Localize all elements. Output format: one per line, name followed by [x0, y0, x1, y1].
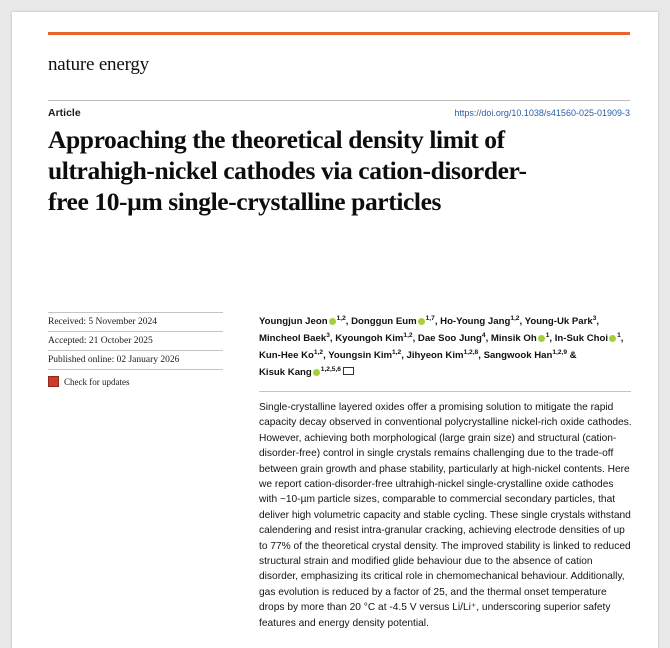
author-affiliation-sup: 3: [592, 315, 597, 322]
author-line-4: [259, 367, 354, 378]
author-name: , Ho-Young Jang: [434, 316, 511, 328]
author-name: , Minsik Oh: [485, 332, 537, 344]
author-separator: ,: [596, 316, 600, 328]
article-type-label: Article: [48, 107, 81, 119]
author-name: , Young-Uk Park: [519, 316, 593, 328]
author-name: Mincheol Baek: [259, 332, 327, 344]
author-affiliation-sup: 1,2: [403, 331, 413, 339]
check-for-updates-label: Check for updates: [64, 376, 130, 387]
author-list: [259, 312, 631, 379]
author-affiliation-sup: 1,2: [313, 348, 324, 356]
header-divider: [48, 100, 630, 101]
abstract-divider: [259, 391, 631, 392]
abstract-text: Single-crystalline layered oxides offer a promising solution to mitigate the rapid capacity decay observed in conventional polycrystalline nickel-rich oxide cathodes. However, achieving both morphological (large grain size) and structural (cation-disorder-free) control in single crystals remains challenging due to the trade-off between grain growth and phase stability, particularly at high-nickel contents. Here we report cation-disorder-free ultrahigh-nickel single-crystalline oxide cathodes with ~10-µm particle sizes, comparable to commercial secondary particles, that deliver high volumetric capacity and stable cycling. These single crystals withstand calendering and resist intra-granular cracking, achieving electrode densities of up to 77% of the theoretical crystal density. The improved stability is linked to reduced structural strain and modified glide behaviour due to the absence of cation disorder, emphasizing its critical role in chemomechanical behaviour. Additionally, gas evolution is reduced by a factor of 25, and the thermal onset temperature drops by more than 20 °C at -4.5 V versus Li/Li⁺, underscoring superior safety features and energy density potential.: [259, 402, 632, 629]
author-line-3: [259, 350, 577, 361]
published-date: Published online: 02 January 2026: [48, 355, 180, 365]
author-name: , Youngsin Kim: [323, 349, 393, 361]
author-affiliation-sup: 1: [617, 331, 621, 339]
author-name: Kun-Hee Ko: [259, 349, 314, 361]
orcid-icon[interactable]: [418, 318, 425, 325]
author-affiliation-sup: 1,7: [425, 315, 435, 322]
author-separator: &: [567, 349, 577, 361]
author-affiliation-sup: 3: [326, 331, 330, 339]
author-name: , Kyoungoh Kim: [329, 332, 404, 344]
accent-rule: [48, 32, 630, 35]
author-name: , Jihyeon Kim: [401, 349, 464, 361]
orcid-icon[interactable]: [329, 318, 336, 325]
author-line-2: [259, 333, 623, 344]
publication-dates: [48, 312, 223, 387]
author-name: , Dae Soo Jung: [412, 332, 482, 344]
author-affiliation-sup: 1,2: [392, 348, 402, 356]
author-affiliation-sup: 1,2,5,6: [320, 365, 341, 373]
author-name: Youngjun Jeon: [259, 316, 328, 328]
author-name: , In-Suk Choi: [549, 332, 609, 344]
author-affiliation-sup: 1,2,8: [463, 348, 479, 356]
orcid-icon[interactable]: [538, 335, 545, 342]
received-date: Received: 5 November 2024: [48, 317, 157, 327]
accepted-date: Accepted: 21 October 2025: [48, 336, 153, 346]
paper-page: [12, 12, 658, 648]
journal-name: nature energy: [48, 54, 149, 75]
orcid-icon[interactable]: [313, 369, 320, 376]
check-for-updates-button[interactable]: [48, 370, 223, 387]
author-affiliation-sup: 1,2: [336, 315, 346, 322]
author-affiliation-sup: 1,2: [510, 315, 520, 322]
doi-link[interactable]: https://doi.org/10.1038/s41560-025-01909-3: [454, 108, 630, 118]
author-name: , Sangwook Han: [478, 349, 553, 361]
page-title: Approaching the theoretical density limit of ultrahigh-nickel cathodes via cation-disorder-free 10-µm single-crystalline particles: [48, 125, 527, 216]
author-name: Kisuk Kang: [259, 366, 312, 378]
author-separator: ,: [620, 332, 624, 344]
author-affiliation-sup: 4: [481, 331, 486, 339]
email-icon[interactable]: [343, 367, 354, 375]
author-affiliation-sup: 1: [545, 331, 550, 339]
check-updates-icon: [48, 376, 59, 387]
author-name: , Donggun Eum: [345, 316, 417, 328]
author-affiliation-sup: 1,2,9: [552, 348, 568, 356]
author-line-1: [259, 316, 599, 327]
orcid-icon[interactable]: [609, 335, 616, 342]
